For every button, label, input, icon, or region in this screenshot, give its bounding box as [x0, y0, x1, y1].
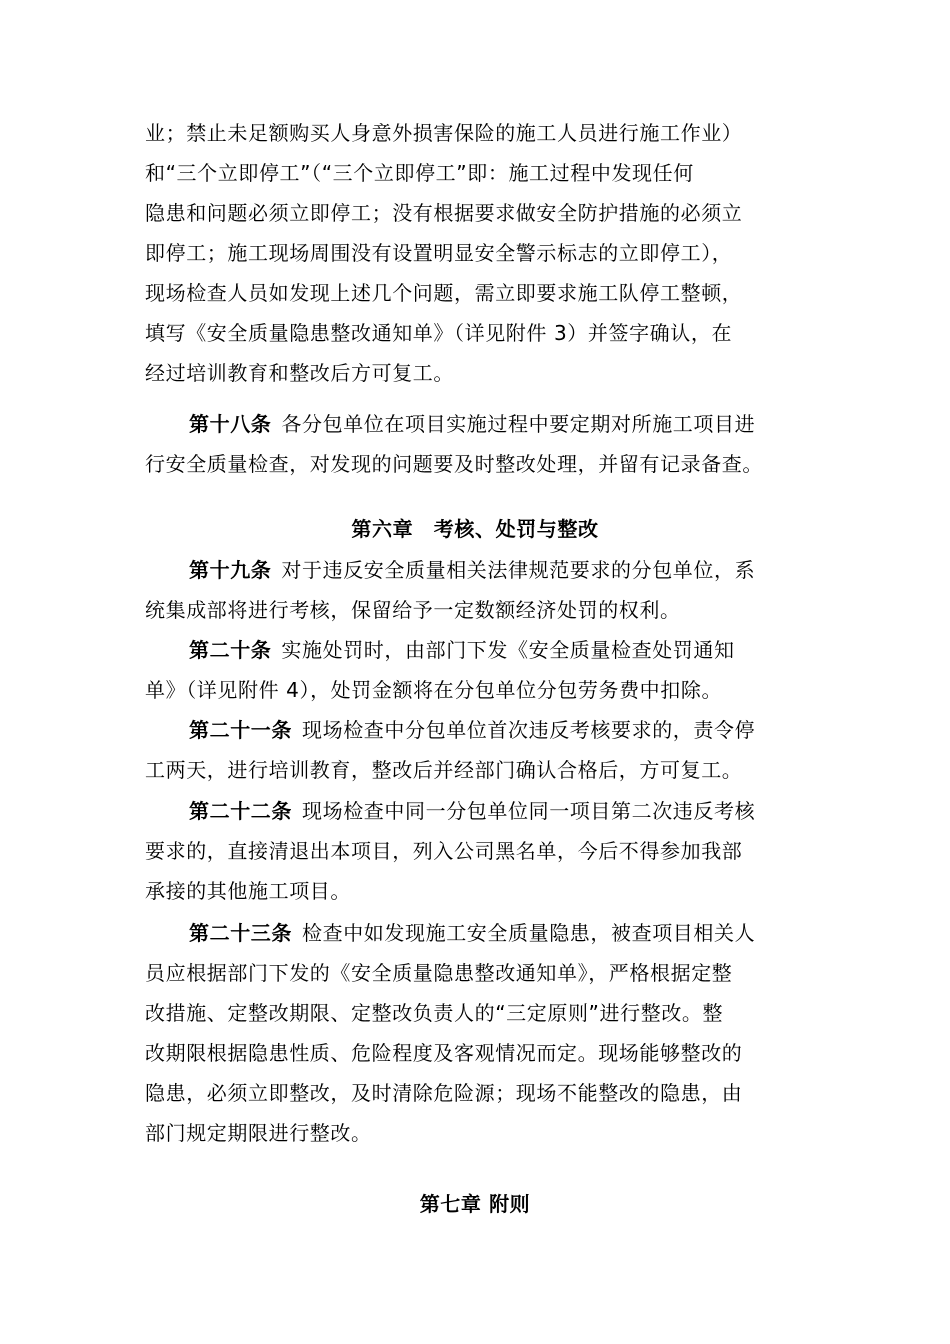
text-line: 行安全质量检查，对发现的问题要及时整改处理，并留有记录备查。 — [145, 452, 763, 476]
article-first-line — [145, 630, 815, 670]
chapter-heading: 第六章 考核、处罚与整改 — [351, 517, 599, 541]
article-text: 实施处罚时，由部门下发《安全质量检查处罚通知 — [281, 638, 735, 662]
text-line: 隐患，必须立即整改，及时清除危险源；现场不能整改的隐患，由 — [145, 1081, 743, 1105]
text-line: 经过培训教育和整改后方可复工。 — [145, 361, 454, 385]
article-first-line — [145, 791, 815, 831]
text-line: 要求的，直接清退出本项目，列入公司黑名单，今后不得参加我部 — [145, 839, 743, 863]
article-23 — [145, 913, 815, 1153]
article-18 — [145, 404, 815, 484]
article-19 — [145, 550, 815, 630]
text-line: 和“三个立即停工”（“三个立即停工”即：施工过程中发现任何 — [145, 161, 694, 185]
text-line: 单》（详见附件 4），处罚金额将在分包单位分包劳务费中扣除。 — [145, 678, 723, 702]
text-line: 工两天，进行培训教育，整改后并经部门确认合格后，方可复工。 — [145, 758, 743, 782]
article-number: 第二十一条 — [189, 718, 292, 742]
article-20 — [145, 630, 815, 710]
article-first-line — [145, 710, 815, 750]
text-line: 统集成部将进行考核，保留给予一定数额经济处罚的权利。 — [145, 598, 681, 622]
article-first-line — [145, 404, 815, 444]
text-line: 部门规定期限进行整改。 — [145, 1121, 372, 1145]
text-line: 改期限根据隐患性质、危险程度及客观情况而定。现场能够整改的 — [145, 1041, 743, 1065]
article-number: 第二十条 — [189, 638, 272, 662]
text-line: 填写《安全质量隐患整改通知单》（详见附件 3）并签字确认，在 — [145, 321, 733, 345]
article-first-line — [145, 550, 815, 590]
text-line: 即停工；施工现场周围没有设置明显安全警示标志的立即停工）， — [145, 241, 733, 265]
text-line: 员应根据部门下发的《安全质量隐患整改通知单》，严格根据定整 — [145, 961, 733, 985]
chapter-heading: 第七章 附则 — [419, 1192, 531, 1216]
article-number: 第二十三条 — [189, 921, 292, 945]
paragraph-continuation — [145, 113, 815, 393]
article-text: 检查中如发现施工安全质量隐患，被查项目相关人 — [302, 921, 756, 945]
article-21 — [145, 710, 815, 790]
article-number: 第十八条 — [189, 412, 272, 436]
article-text: 现场检查中分包单位首次违反考核要求的，责令停 — [302, 718, 756, 742]
article-text: 各分包单位在项目实施过程中要定期对所施工项目进 — [281, 412, 756, 436]
text-line: 业；禁止未足额购买人身意外损害保险的施工人员进行施工作业） — [145, 121, 743, 145]
text-line: 承接的其他施工项目。 — [145, 879, 351, 903]
article-number: 第二十二条 — [189, 799, 292, 823]
text-line: 改措施、定整改期限、定整改负责人的“三定原则”进行整改。整 — [145, 1001, 724, 1025]
article-22 — [145, 791, 815, 911]
text-line: 现场检查人员如发现上述几个问题，需立即要求施工队停工整顿， — [145, 281, 743, 305]
article-text: 现场检查中同一分包单位同一项目第二次违反考核 — [302, 799, 756, 823]
article-number: 第十九条 — [189, 558, 272, 582]
article-text: 对于违反安全质量相关法律规范要求的分包单位，系 — [281, 558, 756, 582]
text-line: 隐患和问题必须立即停工；没有根据要求做安全防护措施的必须立 — [145, 201, 743, 225]
article-first-line — [145, 913, 815, 953]
